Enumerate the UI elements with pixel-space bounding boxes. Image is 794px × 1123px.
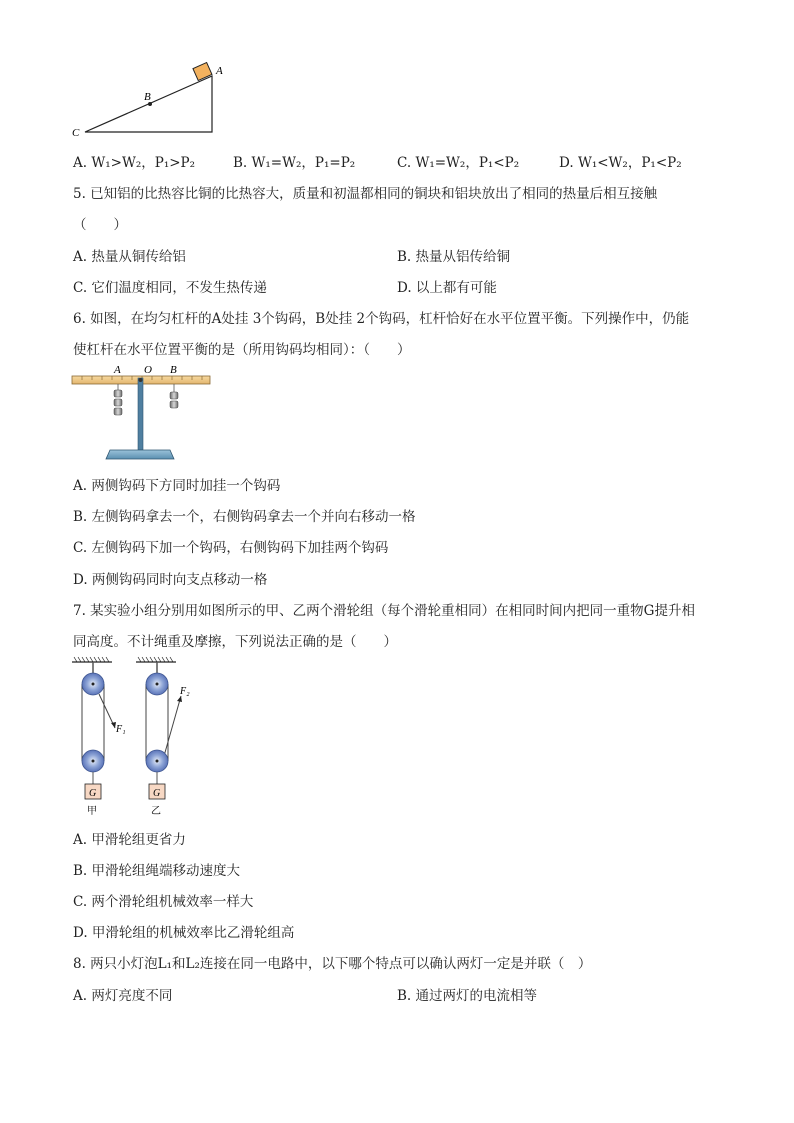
label-b: B: [144, 91, 151, 103]
q6-option-d[interactable]: D. 两侧钩码同时向支点移动一格: [73, 572, 268, 588]
lever-stand: [138, 378, 143, 450]
q6-option-c[interactable]: C. 左侧钩码下加一个钩码，右侧钩码下加挂两个钩码: [73, 540, 389, 556]
q6-option-a[interactable]: A. 两侧钩码下方同时加挂一个钩码: [73, 478, 281, 494]
name-left: 甲: [87, 806, 97, 817]
q7-stem-line1: 7. 某实验小组分别用如图所示的甲、乙两个滑轮组（每个滑轮重相同）在相同时间内把同一重物G提升相: [73, 603, 695, 619]
q8-option-a[interactable]: A. 两灯亮度不同: [73, 988, 173, 1004]
label-c: C: [72, 127, 80, 139]
weight: [114, 390, 122, 397]
q4-option-d[interactable]: D. W₁<W₂，P₁<P₂: [559, 155, 682, 171]
q7-option-c[interactable]: C. 两个滑轮组机械效率一样大: [73, 894, 254, 910]
weight: [114, 408, 122, 415]
weight: [170, 401, 178, 408]
weight: [114, 399, 122, 406]
q5-option-d[interactable]: D. 以上都有可能: [397, 280, 497, 296]
label-b: B: [170, 364, 177, 376]
q8-option-b[interactable]: B. 通过两灯的电流相等: [397, 988, 538, 1004]
q6-stem-line1: 6. 如图，在均匀杠杆的A处挂 3个钩码，B处挂 2个钩码，杠杆恰好在水平位置平衡。下列操作中，仍能: [73, 311, 690, 327]
q7-stem-line2: 同高度。不计绳重及摩擦，下列说法正确的是（ ）: [73, 634, 397, 650]
q7-option-d[interactable]: D. 甲滑轮组的机械效率比乙滑轮组高: [73, 925, 295, 941]
pulley-figure: [68, 656, 203, 821]
q6-stem-line2: 使杠杆在水平位置平衡的是（所用钩码均相同）：（ ）: [73, 342, 411, 358]
q7-option-a[interactable]: A. 甲滑轮组更省力: [73, 832, 186, 848]
q5-stem-line1: 5. 已知铝的比热容比铜的比热容大，质量和初温都相同的铜块和铝块放出了相同的热量后相互接触: [73, 186, 658, 202]
f2-label: F₂: [180, 686, 190, 697]
label-o: O: [144, 364, 152, 376]
label-a: A: [216, 65, 223, 77]
q5-stem-line2: （ ）: [73, 217, 127, 233]
q8-stem: 8. 两只小灯泡L₁和L₂连接在同一电路中，以下哪个特点可以确认两灯一定是并联（ ）: [73, 956, 592, 972]
lever-figure: [70, 362, 215, 464]
label-a: A: [114, 364, 121, 376]
q7-option-b[interactable]: B. 甲滑轮组绳端移动速度大: [73, 863, 241, 879]
q6-option-b[interactable]: B. 左侧钩码拿去一个，右侧钩码拿去一个并向右移动一格: [73, 509, 416, 525]
g-label-right: G: [153, 788, 161, 799]
name-right: 乙: [151, 806, 161, 817]
q4-option-a[interactable]: A. W₁>W₂，P₁>P₂: [73, 155, 196, 171]
incline-figure: [70, 60, 230, 140]
q5-option-a[interactable]: A. 热量从铜传给铝: [73, 249, 186, 265]
f1-label: F₁: [116, 724, 126, 735]
q4-option-c[interactable]: C. W₁=W₂，P₁<P₂: [397, 155, 520, 171]
lever-base: [106, 450, 174, 459]
g-label-left: G: [89, 788, 97, 799]
q4-option-b[interactable]: B. W₁=W₂，P₁=P₂: [233, 155, 356, 171]
weight: [170, 392, 178, 399]
q5-option-c[interactable]: C. 它们温度相同，不发生热传递: [73, 280, 267, 296]
q5-option-b[interactable]: B. 热量从铝传给铜: [397, 249, 511, 265]
